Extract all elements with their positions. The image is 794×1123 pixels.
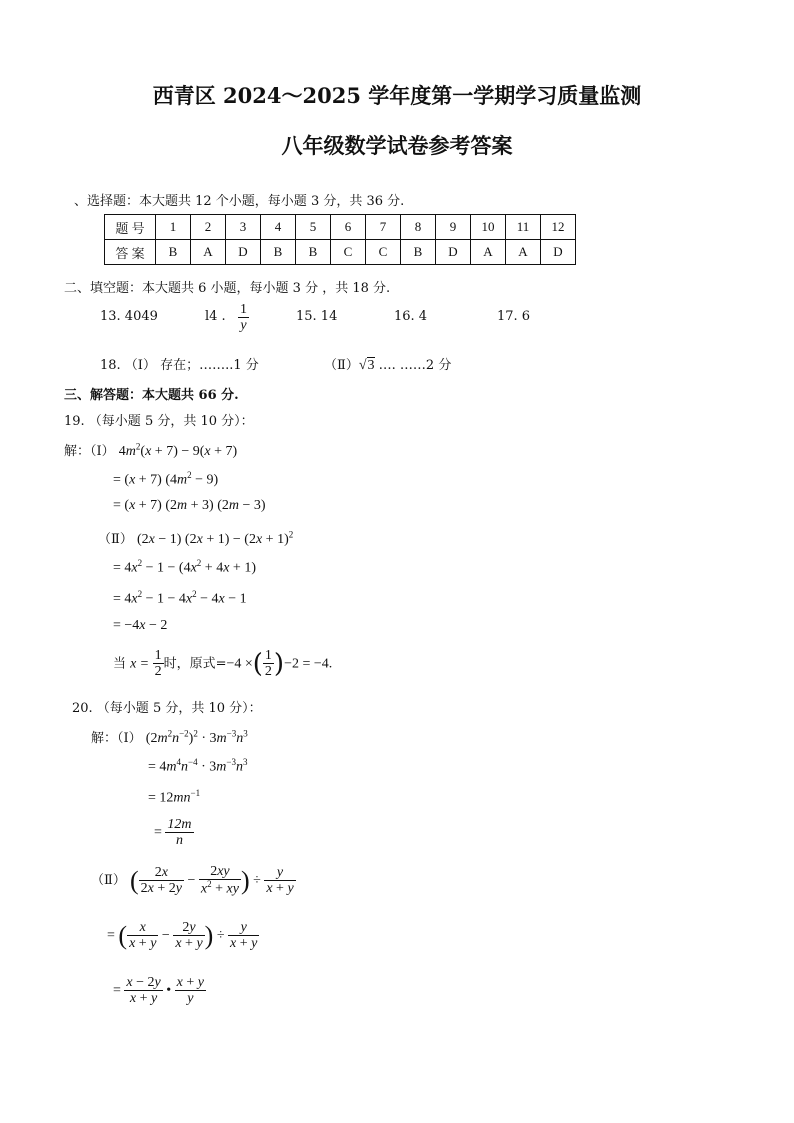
table-cell: 7 — [366, 215, 401, 240]
q19-step2: = (x + 7) (2m + 3) (2m − 3) — [113, 498, 266, 513]
table-cell: D — [436, 240, 471, 265]
q20-part2 — [91, 864, 296, 897]
table-cell: C — [331, 240, 366, 265]
answer-15: 15. 14 — [296, 309, 338, 324]
part-prefix: 解：（Ⅰ） — [91, 731, 142, 746]
part-prefix: （Ⅱ） — [91, 872, 126, 888]
fraction-numerator: 1 — [264, 648, 272, 663]
fraction-numerator: 12m — [167, 817, 192, 832]
q20-step1: = $4m^4n^{-4} \cdot 3m^{-3}n^3$ — [148, 757, 248, 775]
fraction-denominator: n — [175, 833, 183, 849]
table-row-numbers — [105, 215, 576, 240]
table-cell: 8 — [401, 215, 436, 240]
q20-step5: = $\frac{x - 2y}{x + y}$ • $\frac{x + y}{y}$ — [113, 975, 204, 1007]
q19-step3: = $4x^2 - 1 - (4x^2 + 4x + 1)$ — [113, 558, 256, 576]
fraction-denominator: 2 — [264, 664, 272, 680]
expression: $4m^2(x + 7) - 9(x + 7)$ — [118, 441, 238, 459]
q20-step2: = $12mn^{-1}$ — [148, 788, 201, 806]
table-cell: B — [261, 240, 296, 265]
answer-13: 13. 4049 — [100, 309, 158, 324]
table-cell: 3 — [226, 215, 261, 240]
q19-part1 — [64, 440, 237, 460]
fraction-numerator: 1 — [240, 302, 247, 317]
fraction-numerator: 1 — [154, 648, 162, 663]
fraction-denominator: 2 — [154, 664, 162, 680]
part-prefix: （Ⅱ） — [98, 532, 133, 547]
table-cell: A — [191, 240, 226, 265]
table-cell: 5 — [296, 215, 331, 240]
q20-step3: = $\frac{12m}{n}$ — [154, 817, 192, 849]
q19-step5: = −4x − 2 — [113, 618, 168, 633]
table-cell: A — [506, 240, 541, 265]
table-cell: 11 — [506, 215, 541, 240]
page-title: 西青区 2024～2025 学年度第一学期学习质量监测 — [152, 83, 642, 108]
answer-17: 17. 6 — [497, 309, 531, 324]
section2-heading: 二、填空题：本大题共 6 小题，每小题 3 分 ，共 18 分. — [64, 281, 391, 296]
table-cell: 10 — [471, 215, 506, 240]
fraction-denominator: y — [240, 318, 247, 334]
q19-label: 19. （每小题 5 分，共 10 分）： — [64, 414, 254, 429]
q20-label: 20. （每小题 5 分，共 10 分）： — [72, 701, 262, 716]
table-row-answers — [105, 240, 576, 265]
table-cell: 12 — [541, 215, 576, 240]
table-cell: B — [296, 240, 331, 265]
q19-evaluation: 当 x = $\frac{1}{2}$ 时，原式=−4 ×( $\frac{1}{2}$ )−2 = −4. — [113, 648, 333, 680]
table-cell: D — [541, 240, 576, 265]
row-label: 题 号 — [105, 215, 156, 240]
answer-18-part2: （Ⅱ）√3 …. ……2 分 — [324, 358, 452, 373]
table-cell: 6 — [331, 215, 366, 240]
row-label: 答 案 — [105, 240, 156, 265]
q20-part1 — [91, 727, 248, 747]
page-subtitle: 八年级数学试卷参考答案 — [281, 133, 513, 158]
answer-14-fraction — [238, 302, 249, 334]
table-cell: B — [156, 240, 191, 265]
answer-14-label: l4 . — [205, 309, 226, 324]
table-cell: C — [366, 240, 401, 265]
table-cell: 9 — [436, 215, 471, 240]
section3-heading: 三、解答题：本大题共 66 分. — [64, 388, 239, 403]
expression: (2x − 1) $(2x + 1) - (2x + 1)^2$ — [136, 529, 294, 547]
answer-table — [104, 214, 576, 265]
result: −2 = −4. — [284, 656, 333, 672]
answer-16: 16. 4 — [394, 309, 428, 324]
table-cell: 1 — [156, 215, 191, 240]
q20-step4: = ( $\frac{x}{x + y}$ − $\frac{2y}{x + y}$ ) ÷ $\frac{y}{x + y}$ — [107, 920, 258, 952]
expression: ( $\frac{2x}{2x + 2y}$ − $\frac{2xy}{x^2 + xy}$ ) ÷ $\frac{y}{x + y}$ — [129, 864, 294, 898]
when-eq: 时，原式= — [163, 656, 227, 672]
section1-heading: 、选择题：本大题共 12 个小题，每小题 3 分，共 36 分. — [74, 194, 405, 209]
when-text: 当 — [113, 656, 127, 672]
table-cell: 2 — [191, 215, 226, 240]
answer-18-part1: 18. （Ⅰ） 存在；……..1 分 — [100, 358, 259, 373]
part-prefix: 解：（Ⅰ） — [64, 444, 115, 459]
table-cell: B — [401, 240, 436, 265]
table-cell: A — [471, 240, 506, 265]
sqrt-value: 3 — [367, 358, 375, 373]
q19-step1: = (x + 7) $(4m^2 - 9)$ — [113, 470, 219, 488]
q19-part2 — [98, 528, 293, 548]
part-label: （Ⅱ） — [324, 358, 359, 373]
q19-step4: = $4x^2 - 1 - 4x^2 - 4x - 1$ — [113, 589, 247, 607]
expression: $(2m^2n^{-2})^2 \cdot 3m^{-3}n^3$ — [145, 728, 248, 746]
table-cell: D — [226, 240, 261, 265]
table-cell: 4 — [261, 215, 296, 240]
score-note: …. ……2 分 — [378, 358, 452, 373]
